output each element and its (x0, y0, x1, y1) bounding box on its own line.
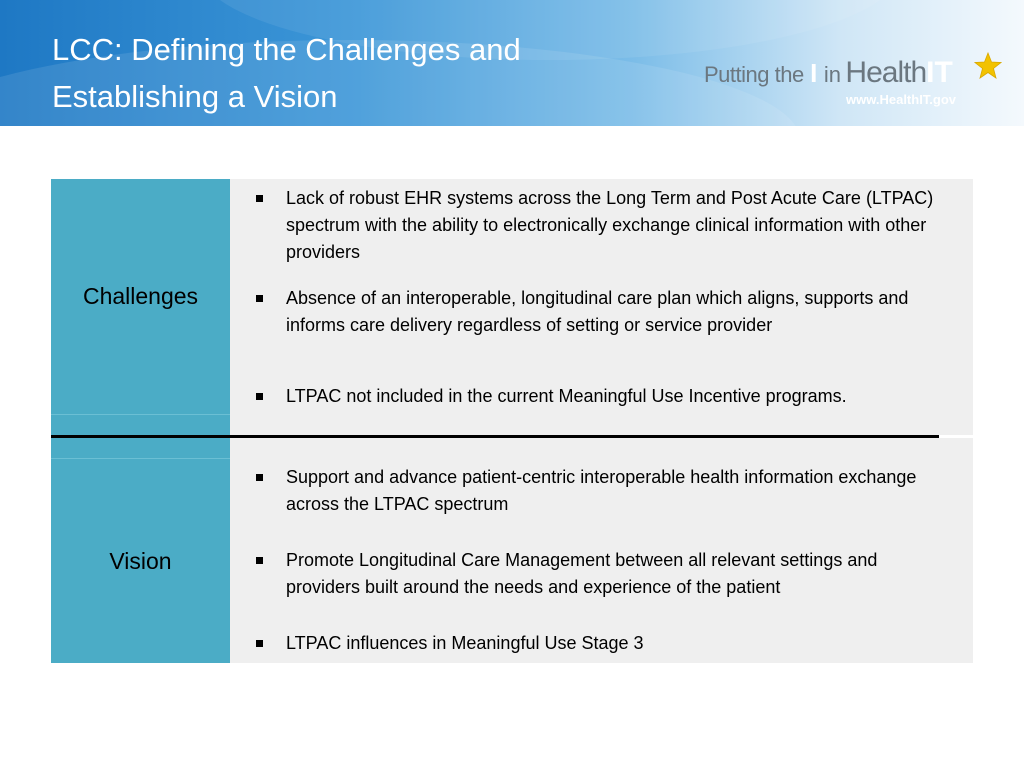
bullet-icon (256, 195, 263, 202)
logo-putting-text: Putting the (704, 62, 804, 87)
vision-content-cell (230, 438, 973, 663)
logo-it-text: IT (926, 56, 953, 89)
label-cell-spacer (51, 414, 230, 435)
logo-i-text: I (810, 58, 818, 88)
logo-health-text: Health (845, 56, 927, 89)
header-banner (0, 0, 1024, 126)
list-item (286, 630, 946, 657)
challenges-label-cell (51, 179, 230, 414)
list-item-text: Lack of robust EHR systems across the Long Term and Post Acute Care (LTPAC) spectrum with the ability to electronically exchange clinical information with other providers (286, 188, 934, 262)
vision-label: Vision (109, 547, 172, 574)
list-item (286, 547, 946, 601)
list-item (286, 285, 946, 339)
logo-wordmark (704, 56, 953, 90)
list-item (286, 383, 946, 410)
slide-title-line1: LCC: Defining the Challenges and (52, 32, 521, 67)
star-icon (974, 52, 1002, 80)
slide-title (52, 26, 652, 120)
list-item-text: LTPAC influences in Meaningful Use Stage 3 (286, 633, 644, 653)
bullet-icon (256, 393, 263, 400)
list-item-text: Promote Longitudinal Care Management between all relevant settings and providers built around the needs and experience of the patient (286, 550, 878, 597)
logo-in-text: in (823, 62, 841, 87)
list-item (286, 185, 946, 266)
slide-title-line2: Establishing a Vision (52, 79, 338, 114)
bullet-icon (256, 295, 263, 302)
list-item (286, 464, 946, 518)
challenges-vision-table (51, 179, 973, 663)
list-item-text: LTPAC not included in the current Meaningful Use Incentive programs. (286, 386, 847, 406)
bullet-icon (256, 557, 263, 564)
bullet-icon (256, 640, 263, 647)
bullet-icon (256, 474, 263, 481)
label-cell-spacer (51, 438, 230, 458)
list-item-text: Absence of an interoperable, longitudinal care plan which aligns, supports and informs care delivery regardless of setting or service provider (286, 288, 909, 335)
list-item-text: Support and advance patient-centric interoperable health information exchange across the LTPAC spectrum (286, 467, 917, 514)
challenges-label: Challenges (82, 283, 199, 309)
logo-url: www.HealthIT.gov (846, 92, 957, 107)
challenges-content-cell (230, 179, 973, 435)
vision-label-cell (51, 458, 230, 663)
healthit-logo (704, 50, 1004, 110)
